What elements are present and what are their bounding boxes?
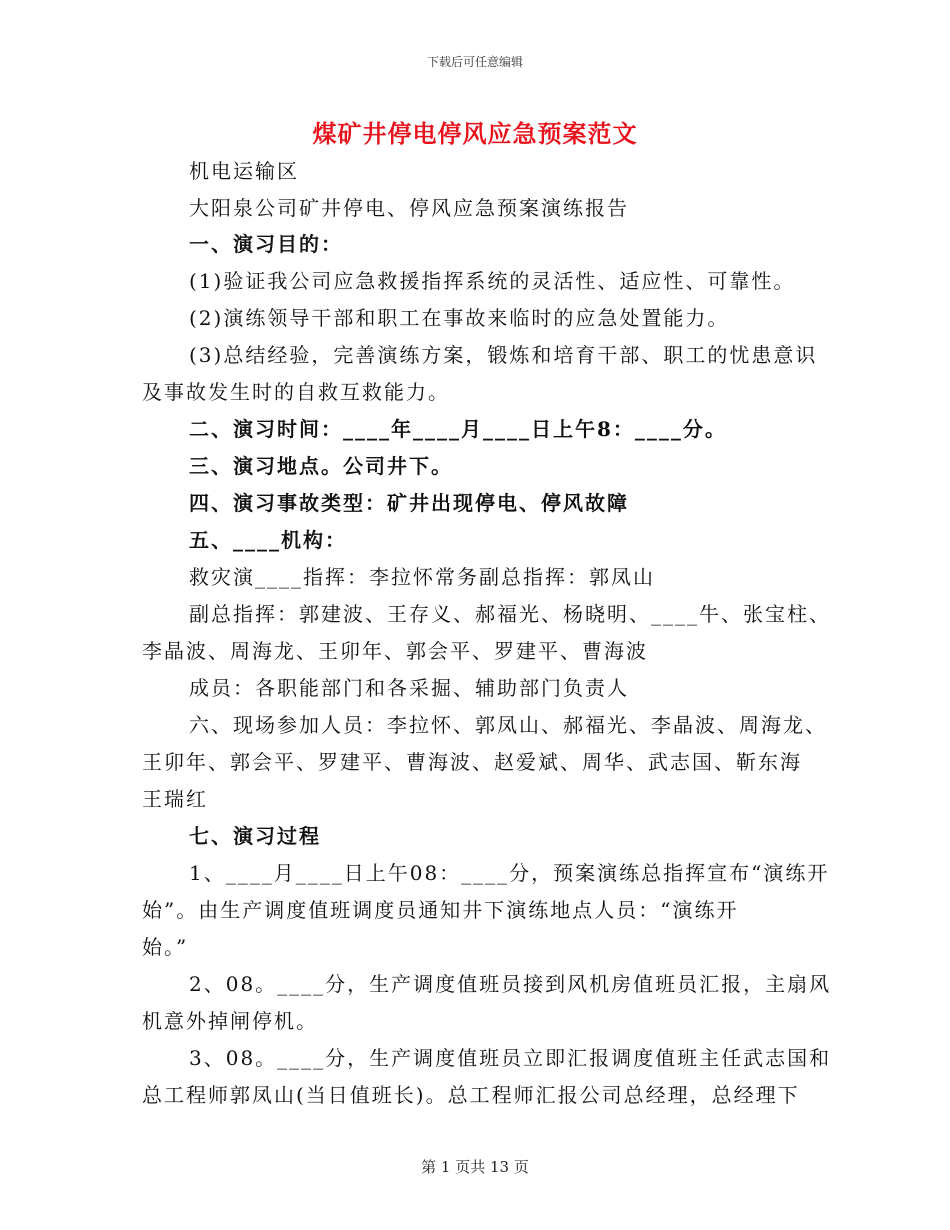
- text-line: 始”。由生产调度值班调度员通知井下演练地点人员：“演练开: [142, 898, 739, 922]
- text-line: 成员：各职能部门和各采掘、辅助部门负责人: [189, 676, 629, 700]
- text-line: (3)总结经验，完善演练方案，锻炼和培育干部、职工的忧患意识: [189, 343, 818, 367]
- text-line: 机意外掉闸停机。: [142, 1009, 318, 1033]
- section-heading: 三、演习地点。公司井下。: [189, 454, 453, 478]
- page-footer: 第 1 页共 13 页: [421, 1158, 529, 1176]
- section-heading: 五、____机构：: [189, 528, 347, 552]
- section-heading: 四、演习事故类型：矿井出现停电、停风故障: [189, 491, 629, 515]
- document-title: 煤矿井停电停风应急预案范文: [312, 119, 638, 148]
- text-line: 大阳泉公司矿井停电、停风应急预案演练报告: [189, 196, 629, 220]
- text-line: 王瑞红: [142, 787, 208, 811]
- text-line: 3、08。____分，生产调度值班员立即汇报调度值班主任武志国和: [189, 1046, 832, 1070]
- text-line: 李晶波、周海龙、王卯年、郭会平、罗建平、曹海波: [142, 639, 648, 663]
- text-line: 及事故发生时的自救互救能力。: [142, 380, 450, 404]
- text-line: 1、____月____日上午08：____分，预案演练总指挥宣布“演练开: [189, 861, 830, 885]
- section-heading: 二、演习时间：____年____月____日上午8：____分。: [189, 417, 727, 441]
- text-line: 总工程师郭凤山(当日值班长)。总工程师汇报公司总经理，总经理下: [142, 1083, 800, 1107]
- text-line: 机电运输区: [189, 159, 299, 183]
- section-heading: 七、演习过程: [189, 824, 321, 848]
- text-line: 六、现场参加人员：李拉怀、郭凤山、郝福光、李晶波、周海龙、: [189, 713, 827, 737]
- header-note: 下载后可任意编辑: [426, 55, 523, 69]
- text-line: 2、08。____分，生产调度值班员接到风机房值班员汇报，主扇风: [189, 972, 832, 996]
- section-heading: 一、演习目的：: [189, 232, 343, 256]
- text-line: 救灾演____指挥：李拉怀常务副总指挥：郭凤山: [189, 565, 655, 589]
- text-line: (1)验证我公司应急救援指挥系统的灵活性、适应性、可靠性。: [189, 269, 796, 293]
- text-line: 王卯年、郭会平、罗建平、曹海波、赵爱斌、周华、武志国、靳东海: [142, 750, 802, 774]
- text-line: 始。”: [142, 935, 189, 959]
- text-line: 副总指挥：郭建波、王存义、郝福光、杨晓明、____牛、张宝柱、: [189, 602, 831, 626]
- text-line: (2)演练领导干部和职工在事故来临时的应急处置能力。: [189, 306, 730, 330]
